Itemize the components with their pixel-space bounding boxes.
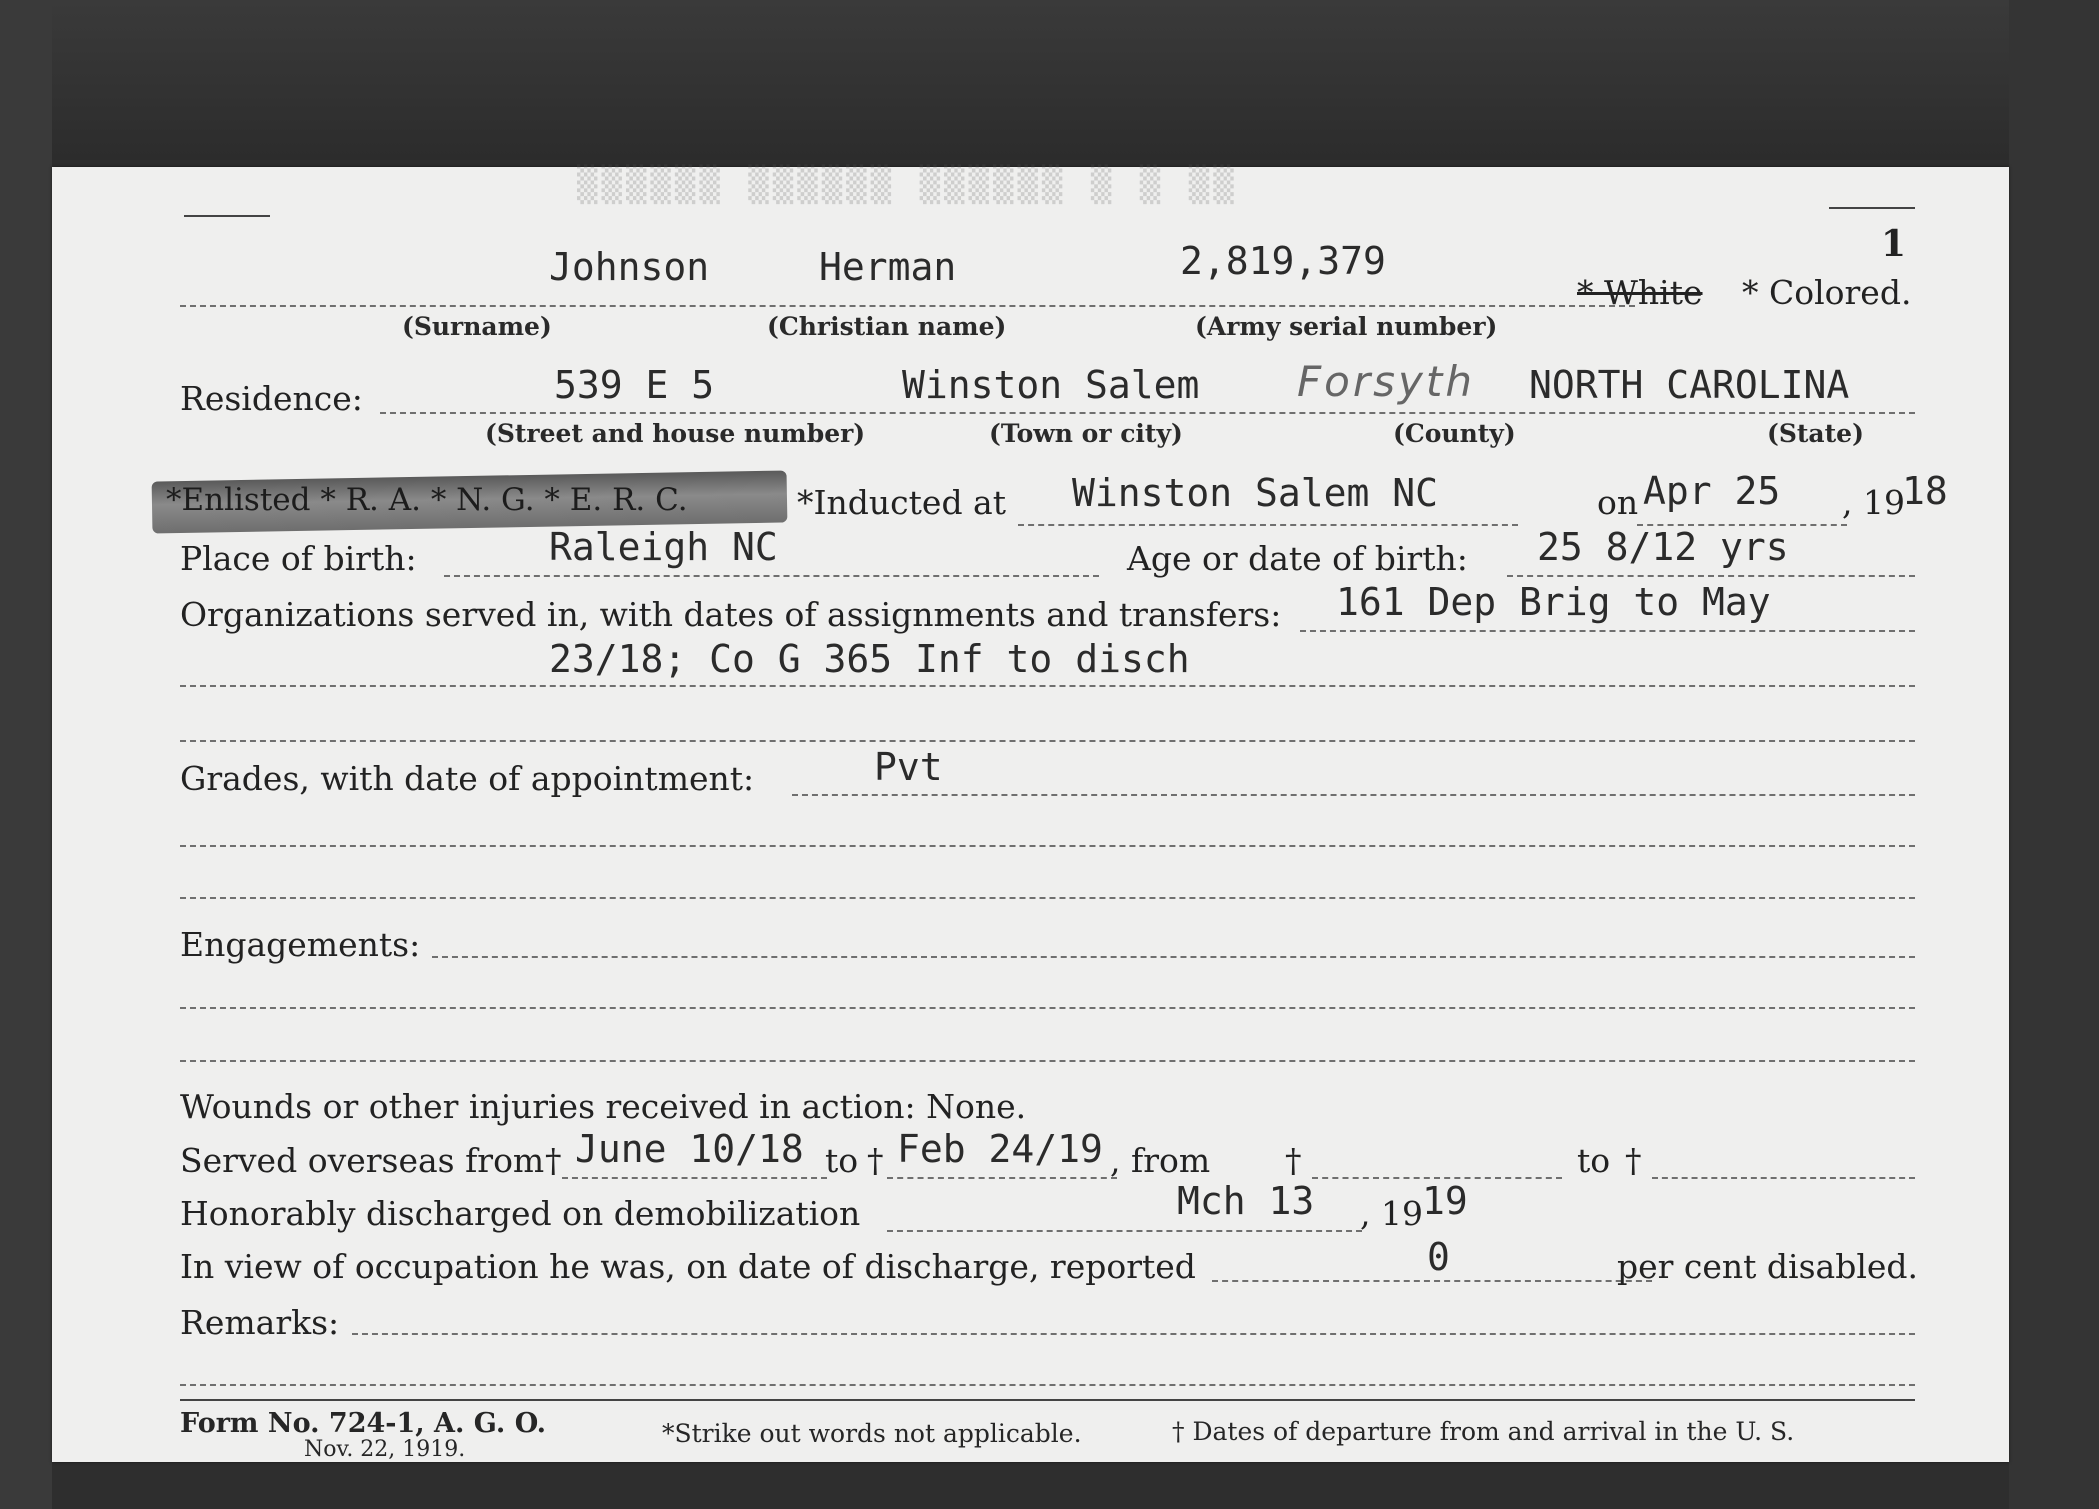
inducted-year-prefix: , 19 — [1842, 483, 1905, 522]
grades-line3 — [180, 897, 1915, 899]
overseas-dagger-3: † — [1285, 1141, 1302, 1180]
scanner-background-right — [2009, 0, 2099, 1509]
inducted-place-value: Winston Salem NC — [1072, 471, 1439, 515]
footnote-strike-out: *Strike out words not applicable. — [662, 1419, 1082, 1448]
organizations-value-line2: 23/18; Co G 365 Inf to disch — [549, 637, 1190, 681]
discharge-year-value: 19 — [1422, 1179, 1468, 1223]
corner-rule-left — [184, 215, 270, 217]
overseas-to-label: to — [825, 1141, 859, 1180]
street-caption: (Street and house number) — [485, 419, 866, 448]
overseas-from-line — [562, 1177, 827, 1179]
scanner-background-top — [0, 0, 2099, 160]
overseas-from2-label: , from — [1110, 1141, 1211, 1180]
place-of-birth-line — [444, 575, 1099, 577]
discharge-date-value: Mch 13 — [1177, 1179, 1315, 1223]
christian-name-value: Herman — [819, 245, 957, 289]
overseas-to2-line — [1652, 1177, 1915, 1179]
serial-caption: (Army serial number) — [1195, 312, 1498, 341]
remarks-label: Remarks: — [180, 1303, 340, 1342]
scanner-background-left — [0, 0, 52, 1509]
footer-rule — [180, 1399, 1915, 1401]
disability-suffix: per cent disabled. — [1617, 1247, 1919, 1286]
state-value: NORTH CAROLINA — [1529, 363, 1850, 407]
age-line — [1507, 575, 1915, 577]
age-value: 25 8/12 yrs — [1537, 525, 1789, 569]
overseas-dagger-2: † — [867, 1141, 884, 1180]
enlisted-options-text: *Enlisted * R. A. * N. G. * E. R. C. — [166, 482, 688, 518]
form-number: Form No. 724-1, A. G. O. — [180, 1408, 547, 1439]
inducted-place-line — [1018, 524, 1518, 526]
christian-name-caption: (Christian name) — [767, 312, 1007, 341]
bleed-through-text: ▒▒▒▒▒▒ ▒▒▒▒▒▒ ▒▒▒▒▒▒ ▒ ▒ ▒▒ — [577, 165, 1238, 205]
race-white-option: * White — [1577, 273, 1703, 312]
county-value: Forsyth — [1297, 357, 1475, 406]
organizations-line1 — [1300, 630, 1915, 632]
age-label: Age or date of birth: — [1127, 539, 1468, 578]
place-of-birth-label: Place of birth: — [180, 539, 417, 578]
inducted-date-value: Apr 25 — [1643, 469, 1781, 513]
inducted-year-value: 18 — [1902, 469, 1948, 513]
surname-value: Johnson — [549, 245, 710, 289]
grades-line2 — [180, 845, 1915, 847]
discharge-year-prefix: , 19 — [1360, 1194, 1423, 1233]
card-number: 1 — [1881, 223, 1907, 265]
grades-value: Pvt — [874, 745, 943, 789]
engagements-line1 — [432, 956, 1915, 958]
place-of-birth-value: Raleigh NC — [549, 525, 778, 569]
grades-label: Grades, with date of appointment: — [180, 759, 755, 798]
residence-label: Residence: — [180, 379, 363, 418]
town-value: Winston Salem — [902, 363, 1200, 407]
residence-line — [380, 412, 1915, 414]
county-caption: (County) — [1393, 419, 1516, 448]
overseas-to2-label: to — [1577, 1141, 1611, 1180]
disability-line — [1212, 1280, 1652, 1282]
footnote-dates: † Dates of departure from and arrival in the U. S. — [1172, 1417, 1795, 1446]
discharge-line — [887, 1230, 1362, 1232]
wounds-label: Wounds or other injuries received in action: None. — [180, 1087, 1027, 1126]
engagements-line2 — [180, 1007, 1915, 1009]
overseas-to-line — [887, 1177, 1117, 1179]
corner-rule-right — [1829, 207, 1915, 209]
remarks-line2 — [180, 1384, 1915, 1386]
disability-label: In view of occupation he was, on date of discharge, reported — [180, 1247, 1196, 1286]
overseas-to-date: Feb 24/19 — [897, 1127, 1103, 1171]
engagements-line3 — [180, 1060, 1915, 1062]
name-line — [180, 305, 1635, 307]
state-caption: (State) — [1767, 419, 1864, 448]
organizations-line3 — [180, 740, 1915, 742]
street-value: 539 E 5 — [554, 363, 715, 407]
form-date: Nov. 22, 1919. — [304, 1437, 466, 1462]
race-colored-option: * Colored. — [1742, 273, 1912, 312]
organizations-value-line1: 161 Dep Brig to May — [1336, 580, 1771, 624]
disability-value: 0 — [1427, 1235, 1450, 1279]
grades-line1 — [792, 794, 1915, 796]
inducted-at-label: *Inducted at — [797, 483, 1006, 522]
organizations-label: Organizations served in, with dates of assignments and transfers: — [180, 595, 1282, 634]
service-record-card — [52, 167, 2009, 1462]
serial-number-value: 2,819,379 — [1180, 239, 1386, 283]
engagements-label: Engagements: — [180, 925, 421, 964]
overseas-from-date: June 10/18 — [575, 1127, 804, 1171]
on-label: on — [1597, 483, 1639, 522]
overseas-label: Served overseas from — [180, 1141, 545, 1180]
surname-caption: (Surname) — [402, 312, 552, 341]
organizations-line2 — [180, 685, 1915, 687]
overseas-dagger-1: † — [545, 1141, 562, 1180]
town-caption: (Town or city) — [989, 419, 1183, 448]
overseas-dagger-4: † — [1625, 1141, 1642, 1180]
remarks-line1 — [352, 1333, 1915, 1335]
discharge-label: Honorably discharged on demobilization — [180, 1194, 861, 1233]
